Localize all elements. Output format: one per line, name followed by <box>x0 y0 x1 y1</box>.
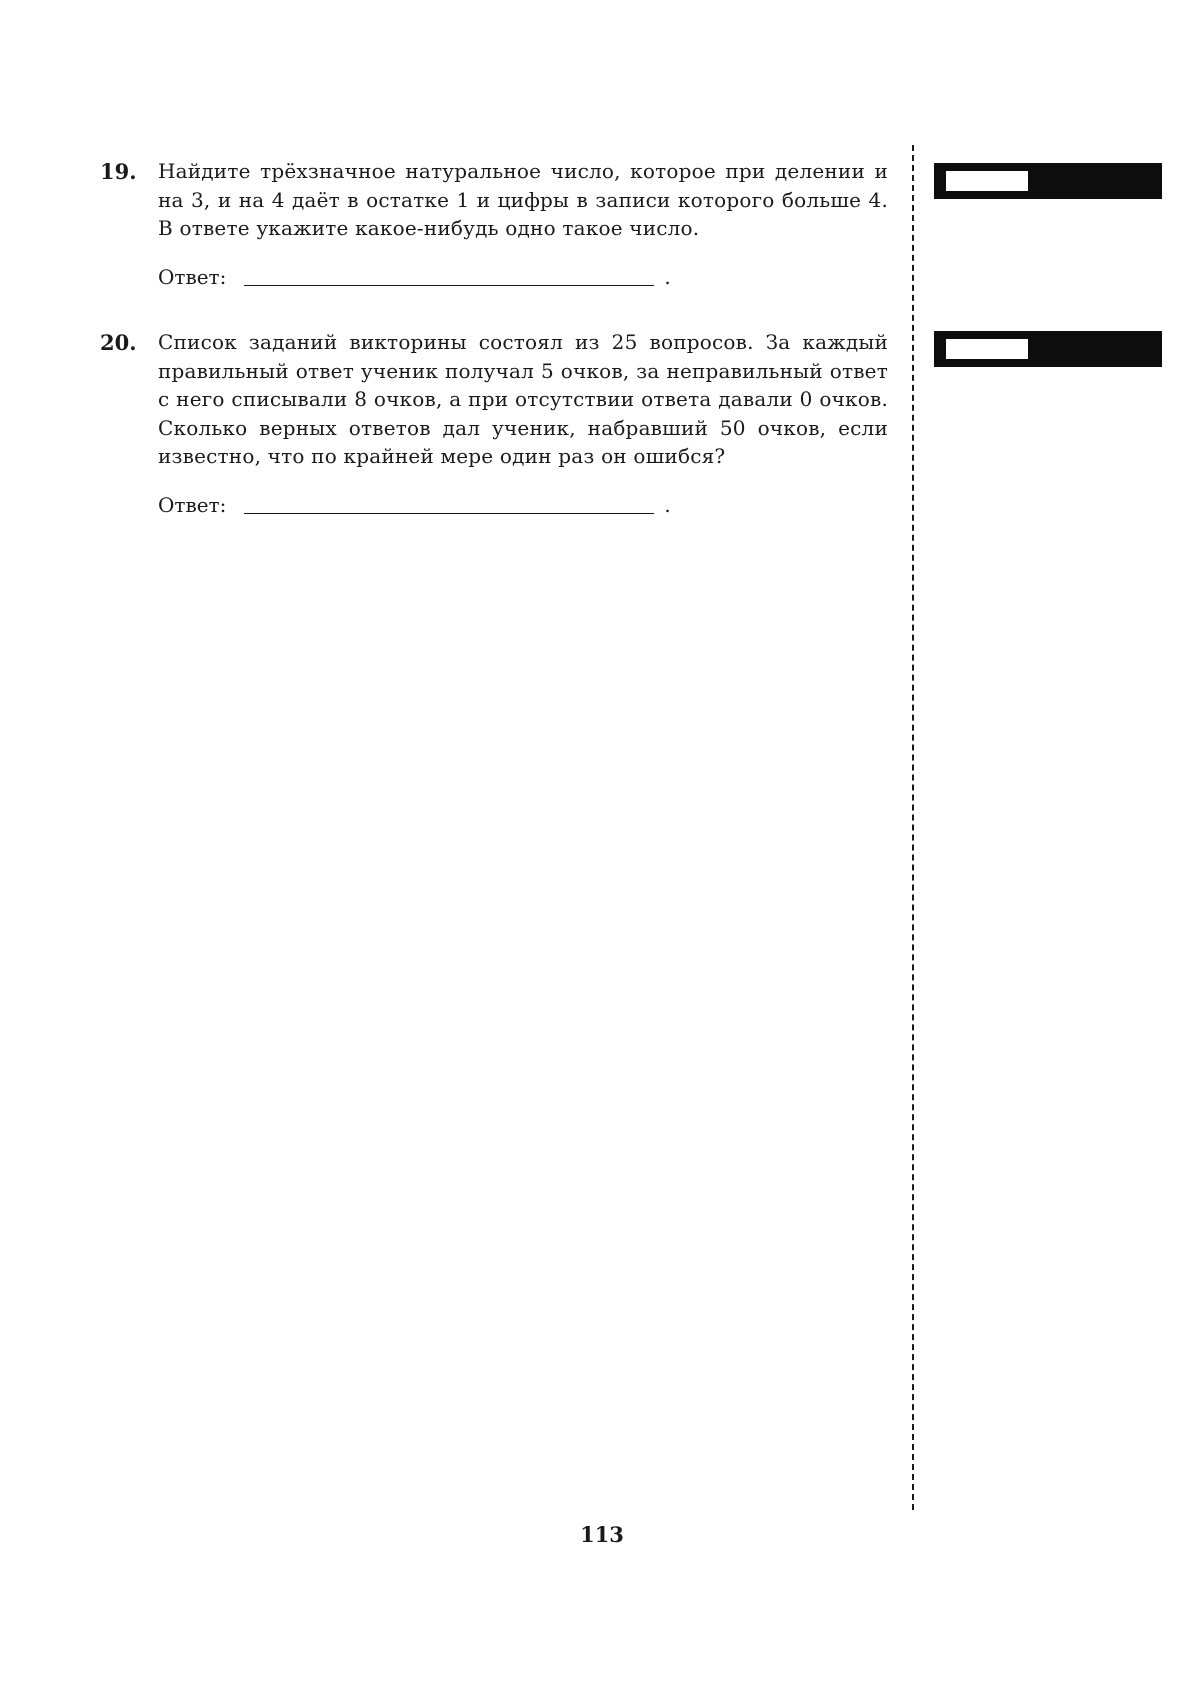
answer-box-19[interactable] <box>934 163 1162 199</box>
answer-label: Ответ: <box>158 265 227 289</box>
answer-row <box>158 263 671 291</box>
answer-field[interactable] <box>244 512 654 514</box>
answer-field[interactable] <box>244 284 654 286</box>
task-text: Список заданий викторины состоял из 25 вопросов. За каждый правильный ответ ученик получал 5 очков, за неправильный ответ с него списывали 8 очков, а при отсутствии ответа давали 0 очков. Сколько верных ответов дал ученик, набравший 50 очков, если известно, что по крайней мере один раз он ошибся? <box>158 330 888 468</box>
cut-line <box>912 145 914 1510</box>
task-text: Найдите трёхзначное натуральное число, которое при делении и на 3, и на 4 даёт в остатке 1 и цифры в записи которого больше 4. В ответе укажите какое-нибудь одно такое число. <box>158 159 888 240</box>
answer-label: Ответ: <box>158 493 227 517</box>
answer-end-period: . <box>664 493 671 517</box>
answer-end-period: . <box>664 265 671 289</box>
task-number: 20. <box>100 330 137 355</box>
answer-box-window <box>946 339 1028 359</box>
answer-box-20[interactable] <box>934 331 1162 367</box>
task-number: 19. <box>100 159 137 184</box>
answer-box-window <box>946 171 1028 191</box>
page-number: 113 <box>580 1522 624 1547</box>
answer-row <box>158 491 671 519</box>
